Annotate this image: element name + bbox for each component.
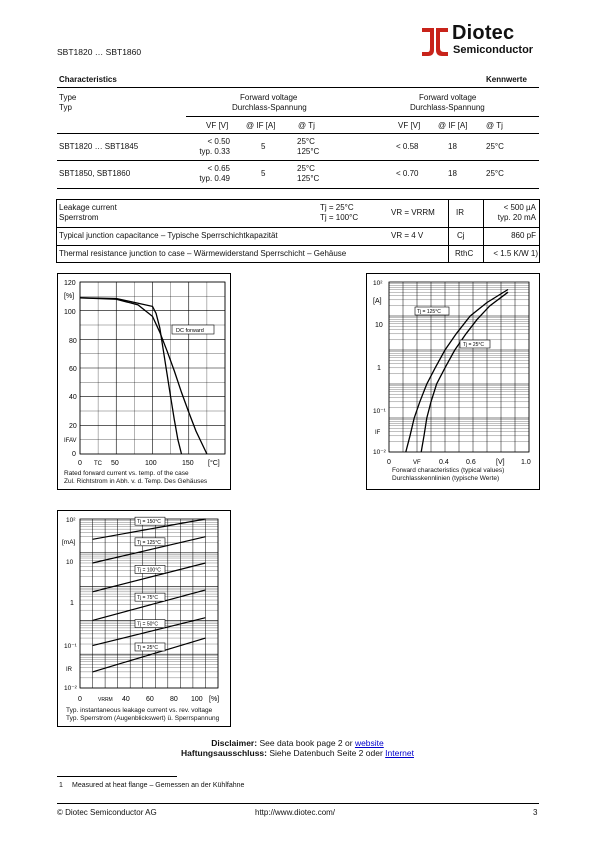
x-tick-60: 60 — [146, 696, 154, 703]
brand-subtitle: Semiconductor — [453, 44, 534, 56]
row1-if: 5 — [261, 142, 266, 151]
row1-if2: 18 — [448, 142, 457, 151]
row1-tj-b: 125°C — [297, 147, 320, 156]
y-tick-100: 100 — [64, 309, 76, 316]
row1-vf-typ: typ. 0.33 — [199, 147, 230, 156]
leak-cond-1: Tj = 25°C — [320, 203, 354, 212]
x-unit: [V] — [496, 459, 505, 466]
y-tick-0.01: 10⁻² — [64, 685, 77, 692]
leakage-label-de: Sperrstrom — [59, 213, 99, 222]
row2-vf2: < 0.70 — [396, 169, 419, 178]
derating-curve-1 — [80, 298, 207, 454]
therm-value: < 1.5 K/W 1) — [493, 249, 538, 258]
leakage-label-3: Tj = 100°C — [137, 567, 161, 574]
x-tick-80: 80 — [170, 696, 178, 703]
footnote-number: 1 — [59, 782, 63, 789]
disclaimer-text: See data book page 2 or — [259, 738, 353, 748]
footer-rule — [57, 803, 539, 804]
col-tj-1: @ Tj — [298, 121, 315, 130]
row2-vf-typ: typ. 0.49 — [199, 174, 230, 183]
group-label-2: Forward voltage — [419, 93, 477, 102]
disclaimer-line-en — [0, 738, 595, 748]
x-unit: [%] — [209, 696, 220, 703]
y-label: IFAV — [64, 438, 77, 444]
row1-tj-a: 25°C — [297, 137, 315, 146]
chart-derating — [58, 274, 230, 489]
leak-value-2: typ. 20 mA — [497, 213, 536, 222]
y-tick-0: 0 — [72, 451, 76, 458]
leak-cond-2: Tj = 100°C — [320, 213, 359, 222]
capacitance-label: Typical junction capacitance – Typische Sperrschichtkapazität — [59, 231, 278, 240]
disclaimer-line-de — [0, 748, 595, 758]
internet-link[interactable]: Internet — [385, 748, 414, 758]
row1-vf-max: < 0.50 — [207, 137, 230, 146]
cap-symbol: Cj — [457, 231, 465, 240]
therm-symbol: RthC — [455, 249, 474, 258]
leak-value-1: < 500 µA — [503, 203, 536, 212]
x-label: VRRM — [98, 697, 113, 703]
chart2-caption-de: Durchlasskennlinien (typische Werte) — [392, 475, 500, 482]
row-rule — [57, 133, 539, 134]
x-tick-100: 100 — [145, 460, 157, 467]
y-tick-80: 80 — [69, 338, 77, 345]
footer-url[interactable]: http://www.diotec.com/ — [255, 808, 336, 817]
type-label: Type — [59, 93, 77, 102]
y-tick-40: 40 — [69, 394, 77, 401]
leakage-label-5: Tj = 50°C — [137, 621, 159, 628]
x-tick-40: 40 — [122, 696, 130, 703]
row1-type: SBT1820 … SBT1845 — [59, 142, 139, 151]
x-label: TC — [94, 461, 102, 467]
leakage-label-6: Tj = 25°C — [137, 644, 159, 651]
y-unit: [mA] — [62, 539, 76, 546]
leakage-label: Leakage current — [59, 203, 117, 212]
x-tick-0: 0 — [78, 696, 82, 703]
diotec-logo-icon — [418, 24, 452, 58]
chart-panel-forward — [366, 273, 540, 490]
subheader-rule — [186, 116, 539, 117]
leakage-label-1: Tj = 150°C — [137, 519, 161, 526]
x-tick-100: 100 — [191, 696, 203, 703]
col-if-1: @ IF [A] — [246, 121, 276, 130]
website-link[interactable]: website — [354, 738, 384, 748]
chart3-caption-en: Typ. instantaneous leakage current vs. rev. voltage — [66, 707, 213, 714]
chart-panel-derating — [57, 273, 231, 490]
col-vf-2: VF [V] — [398, 121, 421, 130]
footer-page-number: 3 — [533, 808, 538, 817]
x-tick-150: 150 — [182, 460, 194, 467]
x-tick-1.0: 1.0 — [521, 459, 531, 466]
x-tick-0: 0 — [78, 460, 82, 467]
thermal-label: Thermal resistance junction to case – Wärmewiderstand Sperrschicht – Gehäuse — [59, 249, 347, 258]
group-label-1: Forward voltage — [240, 93, 298, 102]
haftung-label: Haftungsausschluss: — [181, 748, 267, 758]
row-rule — [57, 160, 539, 161]
chart3-caption-de: Typ. Sperrstrom (Augenblickswert) ü. Sperrspannung — [66, 715, 220, 722]
col-if-2: @ IF [A] — [438, 121, 468, 130]
x-tick-50: 50 — [111, 460, 119, 467]
disclaimer-label: Disclaimer: — [211, 738, 258, 748]
row2-vf-max: < 0.65 — [207, 164, 230, 173]
y-tick-10: 10 — [375, 322, 383, 329]
kennwerte-title: Kennwerte — [486, 75, 527, 84]
leak-cond-3: VR = VRRM — [391, 208, 435, 217]
y-unit: [A] — [373, 298, 382, 305]
annotation-dc-forward: DC forward — [176, 328, 204, 334]
y-tick-1: 1 — [377, 365, 381, 372]
col-tj-2: @ Tj — [486, 121, 503, 130]
x-tick-0.4: 0.4 — [439, 459, 449, 466]
row1-tj2: 25°C — [486, 142, 504, 151]
y-tick-0.01: 10⁻² — [373, 449, 386, 456]
header-part-range: SBT1820 … SBT1860 — [57, 47, 142, 57]
y-tick-1: 1 — [70, 600, 74, 607]
chart-panel-leakage — [57, 510, 231, 727]
typ-label: Typ — [59, 103, 72, 112]
leakage-label-2: Tj = 125°C — [137, 539, 161, 546]
y-unit: [%] — [64, 293, 75, 300]
annotation-tj25: Tj = 25°C — [463, 342, 485, 348]
y-tick-20: 20 — [69, 423, 77, 430]
chart2-caption-en: Forward characteristics (typical values) — [392, 467, 505, 474]
footnote-rule — [57, 776, 177, 777]
chart1-caption-en: Rated forward current vs. temp. of the case — [64, 470, 189, 477]
x-label: VF — [413, 460, 421, 466]
chart-forward — [367, 274, 539, 489]
characteristics-title: Characteristics — [59, 75, 117, 84]
haftung-text: Siehe Datenbuch Seite 2 oder — [269, 748, 383, 758]
cap-value: 860 pF — [511, 231, 536, 240]
y-tick-0.1: 10⁻¹ — [373, 408, 386, 415]
y-label: IR — [66, 667, 72, 673]
y-tick-100: 10² — [66, 517, 76, 524]
row1-vf2: < 0.58 — [396, 142, 419, 151]
footnote-text: Measured at heat flange – Gemessen an der Kühlfahne — [72, 782, 245, 789]
annotation-tj125: Tj = 125°C — [417, 309, 441, 315]
y-label: IF — [375, 430, 381, 436]
row2-tj-b: 125°C — [297, 174, 320, 183]
y-tick-10: 10 — [66, 559, 74, 566]
y-tick-60: 60 — [69, 366, 77, 373]
row2-tj-a: 25°C — [297, 164, 315, 173]
chart-leakage — [58, 511, 230, 726]
row2-type: SBT1850, SBT1860 — [59, 169, 131, 178]
group-label-de-2: Durchlass-Spannung — [410, 103, 485, 112]
row2-if2: 18 — [448, 169, 457, 178]
group-label-de-1: Durchlass-Spannung — [232, 103, 307, 112]
row2-if: 5 — [261, 169, 266, 178]
y-tick-120: 120 — [64, 280, 76, 287]
table-rule — [57, 87, 539, 88]
chart1-caption-de: Zul. Richtstrom in Abh. v. d. Temp. Des Gehäuses — [64, 478, 208, 485]
x-tick-0.6: 0.6 — [466, 459, 476, 466]
derating-curve-2 — [80, 298, 182, 454]
cap-cond: VR = 4 V — [391, 231, 424, 240]
leakage-label-4: Tj = 75°C — [137, 595, 159, 602]
y-tick-100: 10² — [373, 280, 383, 287]
x-tick-0: 0 — [387, 459, 391, 466]
footer-copyright: © Diotec Semiconductor AG — [57, 808, 157, 817]
x-unit: [°C] — [208, 460, 220, 467]
y-tick-0.1: 10⁻¹ — [64, 643, 77, 650]
leak-symbol: IR — [456, 208, 464, 217]
row-rule — [57, 188, 539, 189]
brand-name: Diotec — [452, 22, 515, 44]
row2-tj2: 25°C — [486, 169, 504, 178]
col-vf-1: VF [V] — [206, 121, 229, 130]
